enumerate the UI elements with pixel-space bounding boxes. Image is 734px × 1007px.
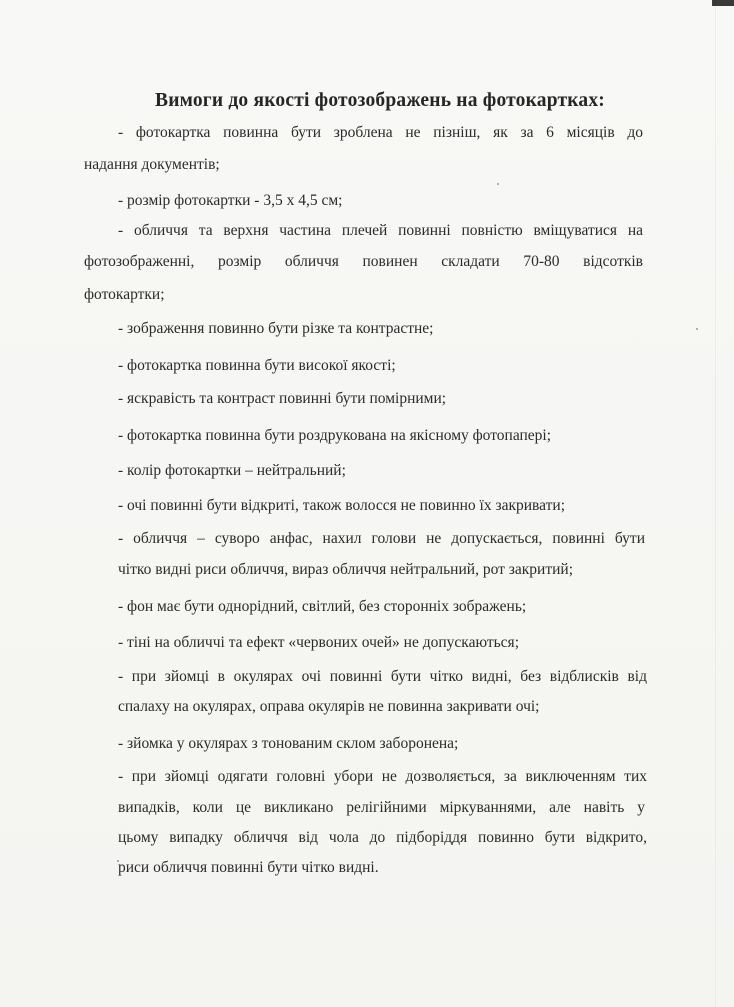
- page-edge-shadow: [715, 0, 716, 1007]
- text-line: - розмір фотокартки - 3,5 х 4,5 см;: [118, 192, 343, 209]
- text-line: - обличчя – суворо анфас, нахил голови не допускається, повинні бути: [118, 530, 645, 547]
- text-line: - при зйомці одягати головні убори не дозволяється, за виключенням тих: [118, 768, 647, 785]
- text-line: цьому випадку обличчя від чола до підборіддя повинно бути відкрито,: [118, 829, 647, 846]
- scan-speck: [696, 328, 698, 330]
- text-line: - фотокартка повинна бути роздрукована на якісному фотопапері;: [118, 427, 552, 444]
- text-line: - фотокартка повинна бути високої якості;: [118, 357, 396, 374]
- text-line: чітко видні риси обличчя, вираз обличчя нейтральний, рот закритий;: [118, 561, 574, 578]
- text-line: - фотокартка повинна бути зроблена не пізніш, як за 6 місяців до: [118, 124, 643, 141]
- text-line: - зйомка у окулярах з тонованим склом заборонена;: [118, 735, 459, 752]
- text-line: фотокартки;: [84, 286, 165, 303]
- text-line: фотозображенні, розмір обличчя повинен складати 70-80 відсотків: [84, 253, 643, 270]
- text-line: - при зйомці в окулярах очі повинні бути чітко видні, без відблисків від: [118, 668, 647, 685]
- text-line: випадків, коли це викликано релігійними міркуваннями, але навіть у: [118, 799, 645, 816]
- document-title: Вимоги до якості фотозображень на фотокартках:: [154, 90, 606, 111]
- text-line: - фон має бути однорідний, світлий, без сторонніх зображень;: [118, 598, 527, 615]
- scan-speck: [497, 183, 499, 185]
- text-line: спалаху на окулярах, оправа окулярів не повинна закривати очі;: [118, 698, 540, 715]
- text-line: риси обличчя повинні бути чітко видні.: [118, 859, 379, 876]
- text-line: - обличчя та верхня частина плечей повинні повністю вміщуватися на: [118, 222, 643, 239]
- text-line: - зображення повинно бути різке та контрастне;: [118, 320, 434, 337]
- text-line: - очі повинні бути відкриті, також волосся не повинно їх закривати;: [118, 497, 566, 514]
- text-line: - колір фотокартки – нейтральний;: [118, 462, 346, 479]
- text-line: - яскравість та контраст повинні бути помірними;: [118, 390, 447, 407]
- text-line: надання документів;: [84, 156, 220, 173]
- text-line: - тіні на обличчі та ефект «червоних очей» не допускаються;: [118, 634, 519, 651]
